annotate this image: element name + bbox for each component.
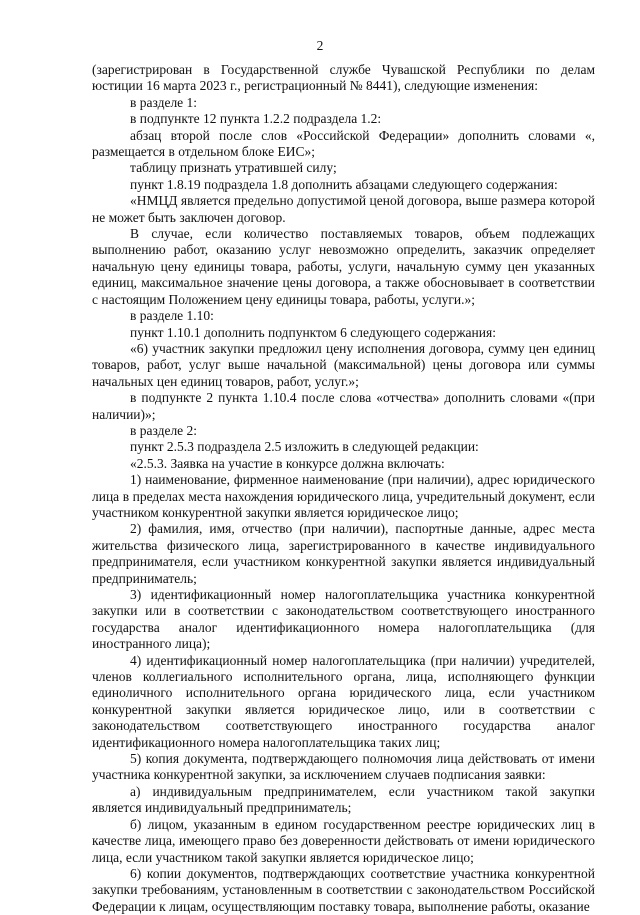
paragraph: «НМЦД является предельно допустимой ценой договора, выше размера которой не может быть заключен договор.: [92, 193, 595, 225]
paragraph: 4) идентификационный номер налогоплательщика (при наличии) учредителей, членов коллегиального исполнительного органа, лица, исполняющего функции единоличного исполнительного органа юридического лица, если участником конкурентной закупки является юридическое лицо, или в соответствии с законодательством соответствующего иностранного государства аналог идентификационного номера налогоплательщика таких лиц;: [92, 652, 595, 750]
paragraph: В случае, если количество поставляемых товаров, объем подлежащих выполнению работ, оказанию услуг невозможно определить, заказчик определяет начальную цену единицы товара, работы, услуги, начальную сумму цен указанных единиц, максимальное значение цены договора, а также обосновывает в соответствии с настоящим Положением цену единицы товара, работы, услуги.»;: [92, 226, 595, 307]
paragraph: б) лицом, указанным в едином государственном реестре юридических лиц в качестве лица, имеющего право без доверенности действовать от имени юридического лица, если участником такой закупки является юридическое лицо;: [92, 816, 595, 865]
document-body: [92, 62, 595, 915]
paragraph: а) индивидуальным предпринимателем, если участником такой закупки является индивидуальный предприниматель;: [92, 783, 595, 816]
page-number: 2: [316, 38, 324, 53]
paragraph: (зарегистрирован в Государственной службе Чувашской Республики по делам юстиции 16 марта 2023 г., регистрационный № 8441), следующие изменения:: [92, 62, 595, 94]
paragraph: в подпункте 12 пункта 1.2.2 подраздела 1.2:: [130, 111, 382, 127]
paragraph: таблицу признать утратившей силу;: [130, 160, 337, 176]
paragraph: пункт 1.8.19 подраздела 1.8 дополнить абзацами следующего содержания:: [130, 176, 558, 192]
paragraph: в подпункте 2 пункта 1.10.4 после слова «отчества» дополнить словами «(при наличии)»;: [92, 390, 595, 422]
paragraph: абзац второй после слов «Российской Федерации» дополнить словами «, размещается в отдельном блоке ЕИС»;: [92, 127, 595, 160]
paragraph: пункт 2.5.3 подраздела 2.5 изложить в следующей редакции:: [130, 439, 479, 455]
paragraph: пункт 1.10.1 дополнить подпунктом 6 следующего содержания:: [130, 324, 496, 340]
paragraph: «6) участник закупки предложил цену исполнения договора, сумму цен единиц товаров, работ, услуг выше начальной (максимальной) цены договора или суммы начальных цен единиц товаров, работ, услуг.»;: [92, 340, 595, 389]
paragraph: в разделе 2:: [130, 422, 198, 438]
paragraph: в разделе 1:: [130, 94, 198, 110]
paragraph: 3) идентификационный номер налогоплательщика участника конкурентной закупки или в соответствии с законодательством соответствующего иностранного государства аналог идентификационного номера налогоплательщика (для иностранного лица);: [92, 587, 595, 652]
paragraph: 6) копии документов, подтверждающих соответствие участника конкурентной закупки требованиям, установленным в соответствии с законодательством Российской Федерации к лицам, осуществляющим поставку товара, выполнение работы, оказание: [92, 865, 595, 914]
paragraph: 1) наименование, фирменное наименование (при наличии), адрес юридического лица в пределах места нахождения юридического лица, учредительный документ, если участником конкурентной закупки является юридическое лицо;: [92, 472, 595, 520]
paragraph: «2.5.3. Заявка на участие в конкурсе должна включать:: [130, 455, 445, 471]
paragraph: 2) фамилия, имя, отчество (при наличии), паспортные данные, адрес места жительства физического лица, зарегистрированного в качестве индивидуального предпринимателя, если участником конкурентной закупки является индивидуальный предприниматель;: [92, 521, 595, 586]
paragraph: в разделе 1.10:: [130, 308, 214, 324]
paragraph: 5) копия документа, подтверждающего полномочия лица действовать от имени участника конкурентной закупки, за исключением случаев подписания заявки:: [92, 751, 595, 783]
